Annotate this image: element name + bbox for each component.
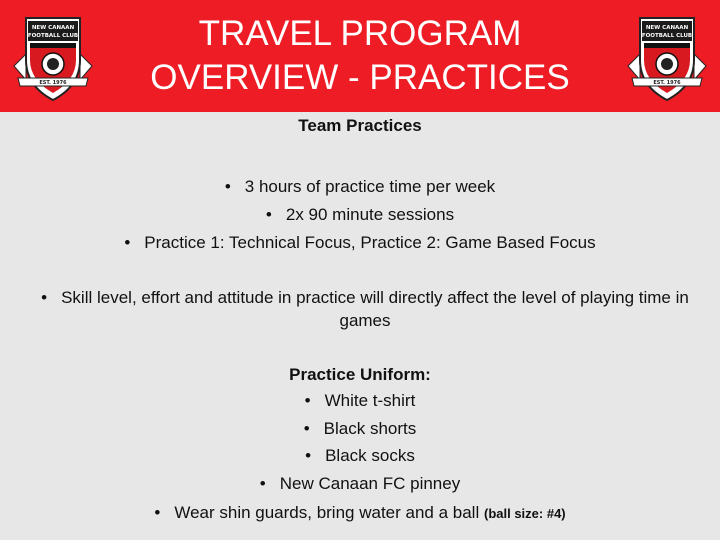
list-item <box>0 176 720 198</box>
bullet-icon: • <box>303 419 310 438</box>
ball-size-note: (ball size: #4) <box>483 506 566 521</box>
svg-text:NEW CANAAN: NEW CANAAN <box>645 25 689 31</box>
svg-text:FOOTBALL CLUB: FOOTBALL CLUB <box>27 33 79 39</box>
bullet-icon: • <box>305 446 312 465</box>
list-item <box>0 418 720 440</box>
bullet-icon: • <box>124 233 131 252</box>
header-banner <box>0 0 720 112</box>
uniform-item-text: Black shorts <box>323 419 417 438</box>
uniform-heading: Practice Uniform: <box>289 365 431 384</box>
uniform-item-text: Black socks <box>325 446 415 465</box>
bullet-icon: • <box>259 474 266 493</box>
bullet-icon: • <box>154 503 161 522</box>
list-item <box>0 502 720 525</box>
bullet-icon: • <box>41 288 48 307</box>
uniform-item-text: New Canaan FC pinney <box>279 474 461 493</box>
title-line-1: TRAVEL PROGRAM <box>198 14 522 53</box>
list-item <box>0 473 720 495</box>
section-heading: Team Practices <box>298 116 422 135</box>
playing-time-note <box>30 286 700 332</box>
bullet-icon: • <box>265 205 272 224</box>
title-line-2: OVERVIEW - PRACTICES <box>150 58 570 97</box>
svg-text:EST. 1976: EST. 1976 <box>39 80 67 86</box>
list-item <box>0 445 720 467</box>
bullet-icon: • <box>304 391 311 410</box>
page-title <box>0 12 720 100</box>
playing-time-text: Skill level, effort and attitude in practice will directly affect the level of playing time in games <box>61 288 689 330</box>
club-crest-logo-right <box>626 14 708 102</box>
svg-text:NEW CANAAN: NEW CANAAN <box>31 25 75 31</box>
svg-text:FOOTBALL CLUB: FOOTBALL CLUB <box>641 33 693 39</box>
list-item <box>0 390 720 412</box>
list-item <box>0 232 720 254</box>
practice-bullet-text: Practice 1: Technical Focus, Practice 2: Game Based Focus <box>144 233 596 252</box>
uniform-item-text: White t-shirt <box>324 391 416 410</box>
svg-text:EST. 1976: EST. 1976 <box>653 80 681 86</box>
practice-bullet-text: 2x 90 minute sessions <box>285 205 455 224</box>
bullet-icon: • <box>224 177 231 196</box>
list-item <box>0 204 720 226</box>
uniform-item-text: Wear shin guards, bring water and a ball <box>174 503 480 522</box>
practice-bullet-text: 3 hours of practice time per week <box>244 177 496 196</box>
